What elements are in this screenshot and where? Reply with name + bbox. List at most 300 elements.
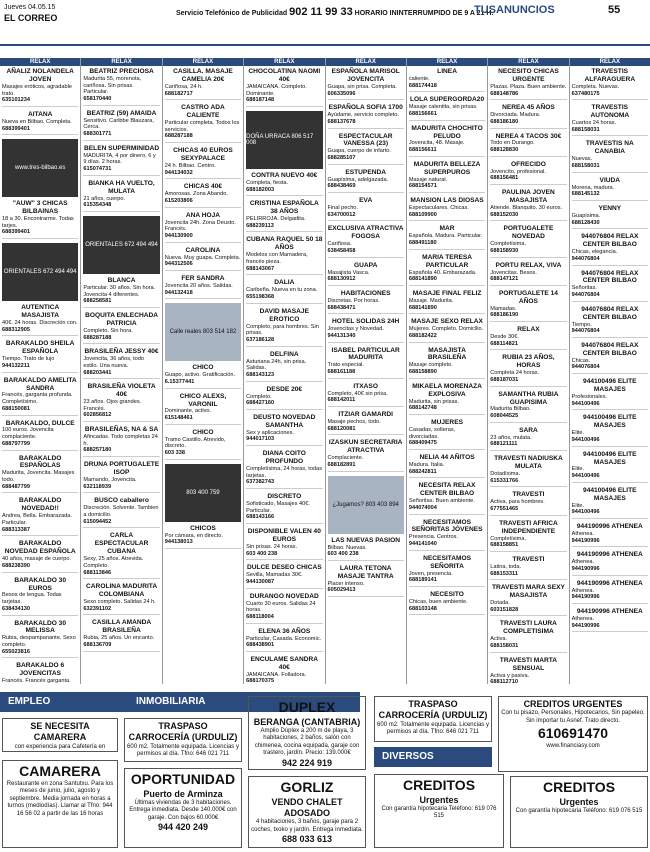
ad-title: HOTEL SOLIDAS 24H (332, 318, 400, 326)
ad-title: NEREA 4 TACOS 30€ (495, 132, 562, 140)
ad-text: Completo. (246, 393, 272, 400)
ad-title: ENCULAME SANDRA 40€ (250, 655, 319, 671)
ad-title: EVA (359, 197, 373, 205)
header-rule (0, 44, 650, 46)
ad-phone: 688285107 (327, 155, 356, 162)
ad-phone: 688128830 (490, 147, 519, 154)
ad-text: Nuevas. (571, 156, 593, 163)
ad-text: Masaje. Madurita. (408, 297, 454, 304)
ad-text: Athenea. (571, 530, 595, 537)
ad-gorliz-chalet (248, 776, 366, 848)
classified-ad (2, 497, 78, 536)
ad-phone: 688438901 (246, 642, 275, 649)
ad-phone: 688103148 (408, 605, 437, 612)
ad-phone: 944100496 (571, 509, 600, 516)
ad-title: TRAVESTI MARA SEXY MASAJISTA (491, 584, 565, 600)
section-brand: TUSANUNCIOS (474, 4, 555, 16)
ad-title: CHICAS 40€ (183, 183, 222, 191)
classified-ad (490, 189, 566, 221)
classified-ad (83, 426, 159, 457)
classified-ad (165, 212, 241, 243)
ad-phone: 688161188 (327, 369, 356, 376)
ad-phone: 688142011 (327, 397, 356, 404)
classified-ad (246, 493, 322, 524)
ad-phone: 603 400 238 (327, 551, 359, 558)
ad-title: BARAKALDO 6 JOVENCITAS (16, 662, 65, 678)
ad-phone: 944131340 (327, 332, 356, 339)
ad-phone: 638434130 (2, 605, 30, 612)
classified-ad (572, 68, 648, 100)
classified-column (326, 58, 407, 684)
ad-phone: 615203806 (164, 197, 193, 204)
ad-phone: 637480175 (571, 90, 600, 97)
ad-text: 40€. 24 horas. Discreción con. (2, 319, 78, 326)
page-number: 55 (608, 4, 621, 16)
ad-title: CARLA ESPECTACULAR CUBANA (94, 532, 149, 556)
ad-photo: Calle reales 803 514 182 (165, 303, 241, 361)
ad-phone: 688491180 (408, 239, 437, 246)
column-heading: RELAX (81, 58, 161, 66)
ad-text: Francés. Francés garganta. (2, 678, 71, 684)
classified-ad (490, 326, 566, 350)
ad-phone: 944190996 (571, 565, 600, 572)
classified-ad (83, 145, 159, 176)
ad-phone: 632391102 (83, 605, 112, 612)
ad-phone: 615148461 (164, 415, 193, 422)
ad-title: BIANKA HA VUELTO, MULATA (88, 179, 155, 195)
classified-ad (409, 290, 485, 314)
ad-title: DESDE 20€ (266, 385, 303, 393)
ad-text: Cariñosa. (327, 241, 352, 248)
ad-title: 944190996 ATHENEA (576, 551, 643, 559)
ad-phone: 942 224 919 (281, 757, 333, 768)
ad-title: ESPAÑOLA SOFIA 1700 (328, 104, 403, 112)
ad-title: 944190996 ATHENEA (576, 579, 643, 587)
ad-text: Mamando, Jovencita. (83, 476, 137, 483)
ad-title: ELENA 36 AÑOS (258, 627, 311, 635)
ad-text: Jovencita, 36 años, todo estilo. Una nueva. (83, 356, 145, 369)
classified-ad (2, 377, 78, 416)
ad-text: Jovencitas. Besos. (490, 269, 537, 276)
ad-phone: 688239113 (246, 222, 274, 229)
ad-title: MANSION LAS DIOSAS (410, 197, 484, 205)
ad-text: Española 40. Embarazada. (408, 269, 477, 276)
ad-text: Completísima. (490, 535, 526, 542)
classified-ad (328, 68, 404, 100)
classified-ad (572, 342, 648, 374)
classified-ad (328, 225, 404, 257)
classified-ad (572, 378, 648, 410)
classified-ad (83, 180, 159, 212)
ad-text: 21 años, cuerpo. (83, 195, 126, 202)
ad-text: 23 años, mulata. (490, 434, 532, 441)
ad-photo: ORIENTALES 672 494 494 (83, 216, 159, 274)
ad-title: DIANA COITO PROFUNDO (262, 450, 306, 466)
classified-ad (2, 420, 78, 451)
ad-phone: 688120081 (327, 425, 356, 432)
ad-phone: 944190996 (571, 594, 600, 601)
ad-title: ESTUPENDA (345, 168, 387, 176)
ad-phone: 658170440 (83, 96, 112, 103)
classified-ad (83, 383, 159, 422)
classified-ad (490, 161, 566, 185)
classified-ad (490, 290, 566, 322)
ad-text: Dotadísima. (490, 471, 521, 477)
ad-title: GUAPA (354, 261, 378, 269)
ad-title: BARAKALDO, DULCE (5, 419, 75, 427)
ad-phone: 688 033 613 (281, 834, 333, 844)
ad-phone: 602856812 (83, 412, 112, 419)
classified-ad (246, 528, 322, 560)
ad-phone: 688438471 (327, 304, 356, 311)
classified-ad (246, 236, 322, 275)
ad-title: OFRECIDO (511, 160, 546, 168)
ad-phone: 603 338 (164, 450, 185, 457)
service-phone: 902 11 99 33 (289, 6, 353, 18)
ad-title: AITANA (27, 110, 53, 118)
ad-text: 24 h. Bilbao. Centro. (164, 162, 216, 169)
classified-ad (328, 537, 404, 561)
ad-traspaso-carroceria-2 (374, 696, 492, 742)
ad-phone: 688130912 (327, 276, 356, 283)
ad-text: Presencia. Centros. (408, 534, 458, 541)
classified-ad (328, 197, 404, 221)
ad-text: Todo en Durango. (490, 140, 535, 147)
classified-ad (2, 662, 78, 684)
ad-phone: 944076804 (571, 328, 600, 335)
classified-ad (328, 411, 404, 435)
ad-subtitle: BERANGA (CANTABRIA) (253, 716, 361, 727)
ad-camarera-santutxu (2, 760, 118, 848)
ad-camarera-algorta (2, 718, 118, 752)
classified-ad (328, 383, 404, 407)
classified-ad (572, 580, 648, 604)
ad-phone: 688487799 (2, 483, 30, 490)
ad-title: IZASKUN SECRETARIA ATRACTIVA (328, 439, 403, 455)
ad-phone: 944130087 (246, 578, 275, 585)
classified-ad (490, 455, 566, 487)
ad-text: Nueva en Bilbao. Completa. (2, 118, 72, 125)
ad-text: Ayúdame, servicio completo. (327, 112, 399, 119)
ad-title: 944076804 RELAX CENTER BILBAO (581, 341, 639, 357)
ad-phone: 688137678 (327, 118, 356, 125)
ad-text: 600 m2. Totalmente equipada. Licencias y permisos al día. Tfno: 646 021 711 (127, 743, 239, 757)
ad-title: TRAVESTI (512, 555, 545, 563)
classified-column (244, 58, 325, 684)
ad-phone: 688109900 (408, 211, 437, 218)
ad-phone: 677551465 (490, 506, 519, 513)
ad-title: OPORTUNIDAD (130, 771, 236, 787)
classified-ad (83, 277, 159, 308)
ad-phone: 688399401 (2, 125, 30, 132)
classified-ad (165, 183, 241, 207)
ad-phone: 944190996 (571, 537, 600, 544)
ad-text: Masajista Vasca. (327, 269, 370, 276)
ad-text: Completa 24 horas. (490, 370, 540, 377)
classified-ad (83, 497, 159, 528)
ad-phone: 632118939 (83, 483, 112, 490)
classified-ad (572, 104, 648, 136)
ad-text: Particular. 30 años. Sin hora. Jovencita 4 diferentes. (83, 284, 156, 298)
classified-ad (490, 427, 566, 451)
ad-text: Athenea. (571, 615, 595, 622)
classified-ad (246, 450, 322, 489)
ad-phone: 688203441 (83, 369, 112, 376)
ad-text: Discretas. Por horas. (327, 297, 380, 304)
ad-title: ANA HOJA (185, 211, 221, 219)
ad-text: Modelos con Mamadera, francés pieza. (246, 252, 308, 265)
classified-ad (409, 555, 485, 587)
ad-text: Restaurante en zona Santutxu. Para los meses de junio, julio, agosto y septiembre. Media jornada en horas a turnos (mediodías). Llamar al Tfno: 944 16 56 02 a partir de las 16 horas (6, 780, 114, 817)
ad-title: BRASILEÑA JESSY 40€ (84, 348, 159, 356)
ad-subtitle: VENDO CHALET ADOSADO (271, 796, 343, 818)
ad-title: TRAVESTI NADIUSKA MULATA (494, 455, 563, 471)
ad-text: Sexo completo. Salidas 24 h. (83, 599, 156, 606)
ad-text: Dominante, activo. (164, 408, 212, 415)
ad-phone: 688154571 (408, 183, 437, 190)
ad-title: BARAKALDO SHEILA ESPAÑOLA (5, 340, 75, 356)
ad-text: Dotada. (490, 600, 510, 607)
ad-title: BRASILEÑAS, NA & SA (84, 426, 159, 434)
ad-title: DALIA (274, 279, 295, 287)
classified-ad (409, 254, 485, 286)
classified-ad (490, 133, 566, 157)
ad-text: Con tu pisazo, Personales, Hipotecarios, Sin papeleo. Sin importar tu Asnef. Trato directo. (501, 710, 645, 724)
ad-title: 944100496 ELITE MASAJES (583, 378, 637, 394)
ad-phone: 615331766 (490, 477, 519, 484)
column-heading: RELAX (407, 58, 487, 66)
ad-title: BARAKALDO 30 EUROS (14, 576, 67, 592)
ad-title: SAMANTHA RUBIA GUAPISIMA (498, 390, 559, 406)
ad-title: CONTRA NUEVO 40€ (251, 171, 318, 179)
classified-ad (409, 197, 485, 221)
classified-ad (328, 133, 404, 165)
ad-text: Casadas, solteras, divorciadas. (408, 426, 456, 440)
classified-ad (328, 318, 404, 342)
ad-phone: 688242811 (408, 468, 437, 475)
ad-phone: 688143123 (246, 371, 275, 378)
ad-phone: 688182891 (327, 461, 356, 468)
ad-phone: 688182422 (408, 332, 437, 339)
ad-text: Guapísima, adelgazada. (327, 176, 389, 183)
ad-phone: 608044525 (490, 413, 519, 420)
ad-phone: 688287188 (83, 334, 112, 341)
ad-text: Activa. (490, 636, 508, 643)
classified-ad (165, 364, 241, 388)
ad-title: CHOCOLATINA NAOMI 40€ (248, 68, 321, 83)
classified-ad (409, 161, 485, 193)
ad-title: 944100496 ELITE MASAJES (583, 450, 637, 466)
classified-column (488, 58, 569, 684)
ad-text: Profesionales. (571, 393, 608, 400)
ad-text: Sevilla, Mamadas 30€. (246, 572, 303, 579)
ad-title: LINEA (437, 68, 457, 75)
ad-title: 944076804 RELAX CENTER BILBAO (581, 269, 639, 285)
classified-ad (165, 68, 241, 100)
ad-phone: 944100496 (571, 436, 600, 443)
ad-phone: 688438469 (327, 183, 356, 190)
ad-title: TRAVESTIS ALFARAGUERA (584, 68, 636, 83)
classified-ad (246, 279, 322, 303)
ad-title: CASILLA AMANDA BRASILEÑA (91, 619, 152, 635)
ad-phone: 688156611 (408, 147, 437, 154)
ad-web: www.financiasy.com (546, 742, 600, 749)
ad-phone: 944190996 (571, 622, 600, 629)
ad-text: Chicas. (571, 357, 591, 364)
ad-phone: 944076804 (571, 364, 600, 371)
ad-title: MARIA TERESA PARTICULAR (422, 253, 473, 269)
ad-title: PORTUGALETE 14 AÑOS (498, 289, 558, 305)
ad-text: Chicas, buen ambiente. (408, 598, 468, 605)
ad-phone: 615354348 (83, 202, 112, 209)
ad-title: TRAVESTIS AUTONOMA (590, 104, 630, 120)
classified-ad (83, 68, 159, 106)
ad-text: Completa. Nuevas. (571, 83, 620, 90)
ad-title: TRAVESTI MARTA SENSUAL (499, 656, 558, 672)
ad-text: 23 años. Ojos grandes. Francés. (83, 399, 142, 412)
ad-title: ITZIAR GAMARDI (338, 411, 393, 419)
ad-title: BELEN SUPERMINIDAD (84, 144, 160, 152)
ad-phone: 688187031 (490, 376, 519, 383)
ad-title: NECESITO CHICAS URGENTE (498, 68, 559, 83)
ad-text: Latina, toda. (490, 563, 522, 570)
ad-phone: 688141890 (408, 304, 437, 311)
ad-text: Completo, 40€ sin prisa. (327, 390, 388, 397)
ad-text: caliente. (408, 75, 430, 82)
ad-text: Desde 30€. (490, 334, 519, 341)
ad-phone: 635101234 (2, 97, 30, 104)
ad-title: BARAKALDO AMELITA SANDRA (3, 376, 77, 392)
issue-date: Jueves 04.05.15 (4, 4, 56, 11)
ad-phone: 688174418 (408, 82, 437, 89)
ad-title: FER SANDRA (181, 275, 225, 282)
ad-title: RUBIA 23 AÑOS, HORAS (502, 354, 555, 370)
ad-phone: 688257180 (83, 447, 112, 454)
ad-title: DISPONIBLE VALEN 40 EUROS (247, 528, 321, 543)
ad-phone: 688427160 (246, 400, 275, 407)
classified-ad (83, 583, 159, 615)
column-heading: RELAX (0, 58, 80, 66)
classified-ad (2, 68, 78, 107)
ad-text: Final pecho. (327, 204, 358, 211)
classified-ad (409, 419, 485, 450)
ad-title: 944076804 RELAX CENTER BILBAO (581, 233, 639, 249)
ad-title: BARAKALDO 30 MELISSA (14, 619, 67, 635)
ad-text: Tiempo. (571, 321, 592, 328)
ad-text: Con garantía hipotecaria (515, 807, 582, 814)
classified-ad (490, 657, 566, 684)
ad-text: Masaje completo. (408, 362, 453, 369)
ad-text: Jovencita 24h. Zona Deusto. Francés. (164, 219, 236, 233)
ad-title: DELFINA (270, 350, 299, 358)
classified-ad (328, 347, 404, 379)
ad-phone: 944100496 (571, 473, 600, 480)
ad-text: Sexy, 25 años. Atrevida. Completo. (83, 556, 144, 569)
ad-title: CHICO ALEXS, VARONIL (179, 392, 227, 408)
ad-phone: 688148786 (490, 90, 519, 97)
ad-phone: 688121111 (490, 441, 518, 448)
classified-ad (572, 608, 648, 632)
ad-phone: 688153311 (490, 570, 518, 577)
ad-phone: 603 400 238 (246, 550, 278, 557)
classified-ad (83, 532, 159, 579)
ad-title: RELAX (517, 326, 540, 334)
ad-phone: 688186180 (490, 118, 519, 125)
ad-text: Jovencita, 48. Masaje. (408, 140, 465, 147)
ad-title: MADURITA CHOCHITO PELUDO (411, 124, 483, 140)
ad-phone: 688118004 (246, 613, 274, 620)
ad-title: BEATRIZ PRECIOSA (89, 68, 154, 75)
classified-ad (2, 455, 78, 494)
ad-title: NECESITAMOS SEÑORITA (423, 554, 471, 570)
ad-title: TRAVESTI AFRICA INDEPENDIENTE (499, 519, 558, 535)
section-diversos: DIVERSOS (374, 747, 492, 767)
ad-phone: 944132418 (164, 289, 193, 296)
ad-title: PAULINA JOVEN MASAJISTA (502, 189, 555, 205)
ad-text: Cuartos 24 horas. (571, 120, 617, 127)
ad-title: 944100496 ELITE MASAJES (583, 486, 637, 502)
ad-text: Amplio Dúplex a 200 m de playa, 3 habitaciones, 2 baños, salón con chimenea, cocina equipada, garaje con trastero, jardín. Precio: 139.000€ (254, 727, 360, 757)
classified-ad (2, 620, 78, 659)
ad-subtitle: Puerto de Arminza (143, 788, 223, 799)
ad-text: Completo. Sin hora. (83, 327, 133, 334)
classified-ad (83, 312, 159, 344)
classified-column (0, 58, 81, 684)
classified-ad (490, 104, 566, 128)
ad-phone: 688170375 (246, 678, 275, 684)
ad-title: ITXASO (353, 382, 378, 390)
ad-phone: Teléfono: 619 076 515 (433, 805, 497, 820)
ad-text: Completo, para hombres. Sin prisas. (246, 323, 319, 337)
ad-text: PELIRROJA. Delgadita. (246, 216, 306, 223)
ad-oportunidad-arminza (124, 768, 242, 848)
classified-ad (83, 348, 159, 379)
ad-title: EXCLUSIVA ATRACTIVA FOGOSA (327, 225, 404, 241)
ad-text: JAMAICANA. Completo. Dominante. (246, 83, 307, 97)
ad-phone: 634700012 (327, 211, 356, 218)
ad-title: MASAJE SEXO RELAX (411, 318, 483, 326)
ad-title: LOLA SUPERGORDA20 (409, 96, 485, 104)
ad-title: DURANGO NOVEDAD (249, 592, 319, 600)
classified-ad (246, 386, 322, 410)
ad-title: DRUNA PORTUGALETE ISOP (83, 461, 160, 477)
classified-ad (572, 414, 648, 446)
ad-text: Mamadas. (490, 305, 517, 312)
ad-text: MADURITA, 4 por dinero, 6 y 9 días. 2 horas. (83, 152, 156, 166)
ad-text: Discreción. Solvente. Tambien a domicilio. (83, 505, 159, 518)
ad-title: ISABEL PARTICULAR MADURITA (331, 346, 400, 362)
ad-subtitle: Urgentes (559, 796, 599, 807)
ad-title: TRAVESTIS NA CANABIA (585, 140, 634, 156)
ad-phone: 688141890 (408, 276, 437, 283)
ad-phone: 688143166 (246, 514, 275, 521)
ad-text: Divorciada. Madura. (490, 112, 541, 119)
ad-text: Mujeres. Completo. Domicilio. (408, 326, 484, 333)
classified-ad (409, 591, 485, 615)
ad-text: Guapísima. (571, 212, 601, 219)
classified-ad (83, 461, 159, 493)
ad-phone: 688158930 (490, 247, 519, 254)
classified-ad (328, 439, 404, 471)
ad-text: Masajes eróticos, agradable trato. (2, 83, 72, 97)
ad-text: Con garantía hipotecaria (381, 805, 448, 812)
ad-text: Jovencito, profesional. (490, 168, 546, 175)
classified-ad (246, 200, 322, 232)
ad-title: CHICO (192, 428, 214, 436)
service-hours: HORARIO ININTERRUMPIDO DE 9 A 21 H. (354, 10, 494, 17)
ad-text: Cariñosa, 24 h. (164, 83, 203, 90)
classified-ad (2, 540, 78, 572)
